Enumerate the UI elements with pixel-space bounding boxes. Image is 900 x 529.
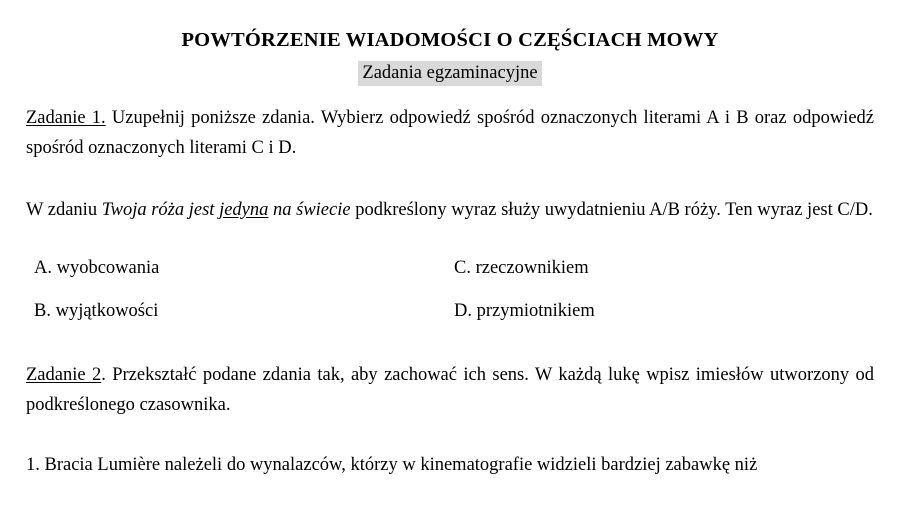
quoted-sentence-part-two: na świecie: [268, 199, 351, 220]
page-subtitle-highlighted: Zadania egzaminacyjne: [358, 61, 541, 86]
option-b[interactable]: B. wyjątkowości: [34, 300, 159, 321]
task2-label: Zadanie 2: [26, 364, 102, 385]
task1-sentence-paragraph: [26, 164, 874, 226]
task1-answer-options: [26, 226, 874, 327]
option-row: [26, 254, 874, 284]
task2-instruction-paragraph: [26, 327, 874, 421]
task2-item-1-text: 1. Bracia Lumière należeli do wynalazców, którzy w kinematografie widzieli bardziej zabawkę niż: [26, 454, 758, 475]
task2-instruction-text: . Przekształć podane zdania tak, aby zachować ich sens. W każdą lukę wpisz imiesłów utworzony od podkreślonego czasownika.: [26, 364, 874, 415]
option-d[interactable]: D. przymiotnikiem: [454, 300, 595, 321]
subtitle-row: [26, 53, 874, 84]
option-a[interactable]: A. wyobcowania: [34, 257, 160, 278]
task1-instruction-text: Uzupełnij poniższe zdania. Wybierz odpowiedź spośród oznaczonych literami A i B oraz odpowiedź spośród oznaczonych literami C i D.: [26, 107, 874, 158]
task1-instruction-paragraph: [26, 84, 874, 164]
quoted-sentence-part-one: Twoja róża jest: [101, 199, 220, 220]
option-c[interactable]: C. rzeczownikiem: [454, 257, 589, 278]
option-row: [26, 297, 874, 327]
task1-label: Zadanie 1.: [26, 107, 106, 128]
quoted-sentence-underlined-word: jedyna: [219, 199, 269, 220]
page-title: POWTÓRZENIE WIADOMOŚCI O CZĘŚCIACH MOWY: [181, 29, 719, 51]
sentence-lead-in: W zdaniu: [26, 199, 102, 220]
sentence-trailing-text: podkreślony wyraz służy uwydatnieniu A/B róży. Ten wyraz jest C/D.: [350, 199, 873, 220]
task2-item-1: [26, 421, 874, 481]
